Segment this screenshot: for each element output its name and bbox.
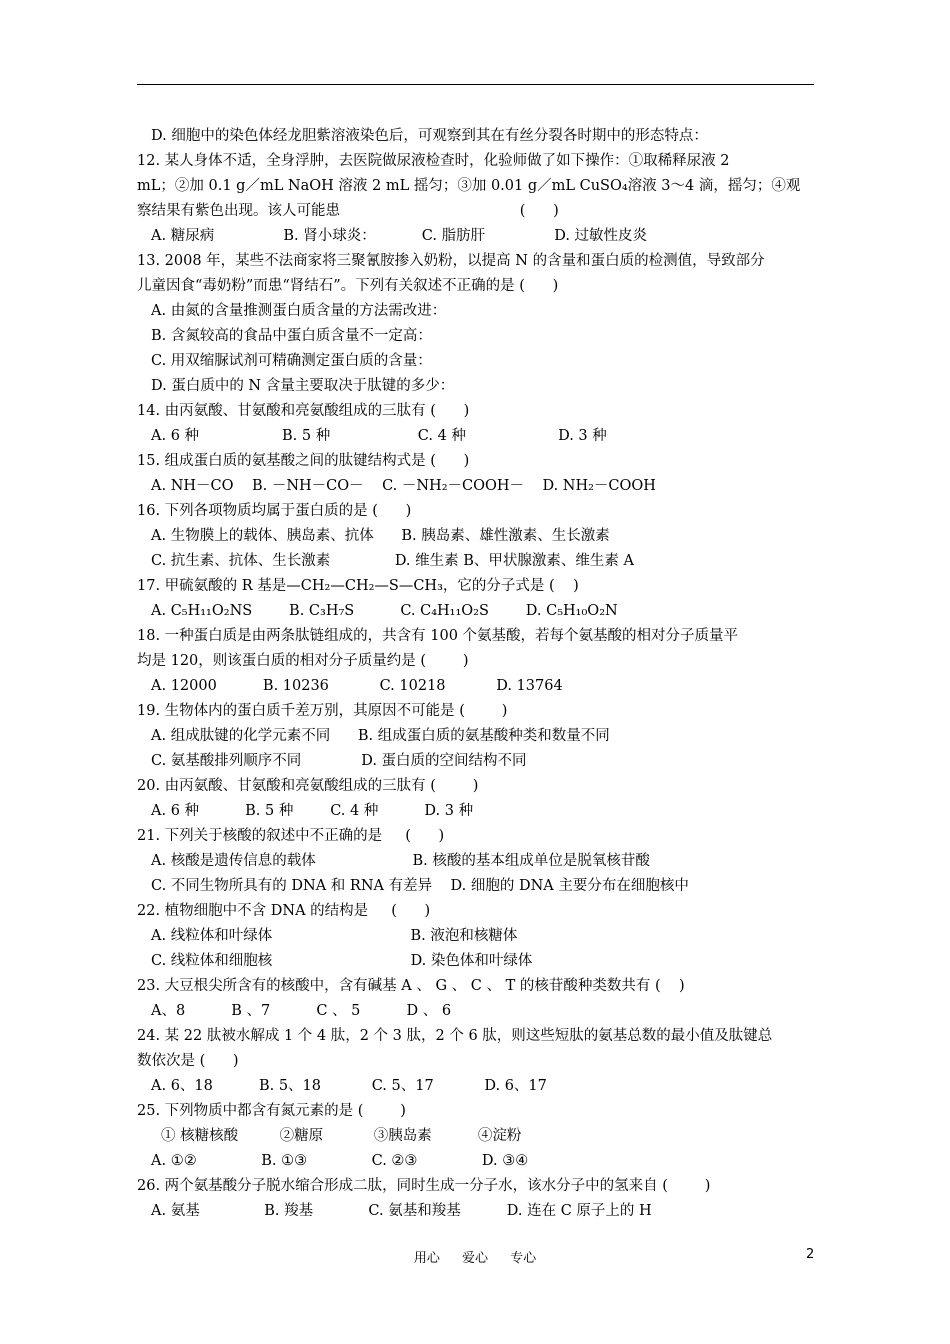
header-rule	[137, 84, 814, 85]
question-20-stem: 20. 由丙氨酸、甘氨酸和亮氨酸组成的三肽有 ( )	[137, 778, 479, 794]
question-13-stem: 儿童因食“毒奶粉”而患“肾结石”。下列有关叙述不正确的是 ( )	[137, 278, 559, 294]
question-25-options: A. ①② B. ①③ C. ②③ D. ③④	[151, 1153, 529, 1169]
question-12-options: A. 糖尿病 B. 肾小球炎： C. 脂肪肝 D. 过敏性皮炎	[151, 228, 648, 244]
question-22-options: A. 线粒体和叶绿体 B. 液泡和核糖体	[151, 928, 518, 944]
page-footer	[0, 1247, 950, 1267]
question-17-options: A. C₅H₁₁O₂NS B. C₃H₇S C. C₄H₁₁O₂S D. C₅H₁₀O₂N	[151, 603, 618, 619]
question-20-options: A. 6 种 B. 5 种 C. 4 种 D. 3 种	[151, 803, 474, 819]
question-18-stem: 18. 一种蛋白质是由两条肽链组成的，共含有 100 个氨基酸，若每个氨基酸的相对分子质量平	[137, 628, 739, 644]
question-16-stem: 16. 下列各项物质均属于蛋白质的是 ( )	[137, 503, 412, 519]
question-26-options: A. 氨基 B. 羧基 C. 氨基和羧基 D. 连在 C 原子上的 H	[151, 1203, 652, 1219]
question-16-options: C. 抗生素、抗体、生长激素 D. 维生素 B、甲状腺激素、维生素 A	[151, 553, 634, 569]
question-22-stem: 22. 植物细胞中不含 DNA 的结构是 ( )	[137, 903, 431, 919]
question-18-options: A. 12000 B. 10236 C. 10218 D. 13764	[151, 678, 563, 694]
question-14-stem: 14. 由丙氨酸、甘氨酸和亮氨酸组成的三肽有 ( )	[137, 403, 470, 419]
question-12-stem: 12. 某人身体不适，全身浮肿，去医院做尿液检查时，化验师做了如下操作：①取稀释尿液 2	[137, 153, 730, 169]
question-19-stem: 19. 生物体内的蛋白质千差万别，其原因不可能是 ( )	[137, 703, 508, 719]
question-15-stem: 15. 组成蛋白质的氨基酸之间的肽键结构式是 ( )	[137, 453, 470, 469]
question-21-stem: 21. 下列关于核酸的叙述中不正确的是 ( )	[137, 828, 445, 844]
question-19-options: A. 组成肽键的化学元素不同 B. 组成蛋白质的氨基酸种类和数量不同	[151, 728, 610, 744]
question-21-options: C. 不同生物所具有的 DNA 和 RNA 有差异 D. 细胞的 DNA 主要分布在细胞核中	[151, 878, 689, 894]
question-13-option-a: A. 由氮的含量推测蛋白质含量的方法需改进：	[151, 303, 447, 319]
question-12-stem: mL；②加 0.1 g／mL NaOH 溶液 2 mL 摇匀；③加 0.01 g／mL CuSO₄溶液 3～4 滴，摇匀；④观	[137, 178, 801, 194]
question-25-stem: 25. 下列物质中都含有氮元素的是 ( )	[137, 1103, 406, 1119]
question-24-options: A. 6、18 B. 5、18 C. 5、17 D. 6、17	[151, 1078, 547, 1094]
question-26-stem: 26. 两个氨基酸分子脱水缩合形成二肽，同时生成一分子水，该水分子中的氢来自 ( )	[137, 1178, 711, 1194]
question-24-stem: 数依次是 ( )	[137, 1053, 239, 1069]
question-13-option-d: D. 蛋白质中的 N 含量主要取决于肽键的多少：	[151, 378, 455, 394]
question-17-stem: 17. 甲硫氨酸的 R 基是—CH₂—CH₂—S—CH₃，它的分子式是 ( )	[137, 578, 579, 594]
question-23-options: A、8 B 、7 C 、 5 D 、 6	[151, 1003, 452, 1019]
document-body	[137, 124, 817, 1224]
question-13-option-b: B. 含氮较高的食品中蛋白质含量不一定高：	[151, 328, 432, 344]
question-14-options: A. 6 种 B. 5 种 C. 4 种 D. 3 种	[151, 428, 607, 444]
question-13-option-c: C. 用双缩脲试剂可精确测定蛋白质的含量：	[151, 353, 432, 369]
question-11-option-d: D. 细胞中的染色体经龙胆紫溶液染色后，可观察到其在有丝分裂各时期中的形态特点：	[151, 128, 708, 144]
question-16-options: A. 生物膜上的载体、胰岛素、抗体 B. 胰岛素、雄性激素、生长激素	[151, 528, 610, 544]
question-21-options: A. 核酸是遗传信息的载体 B. 核酸的基本组成单位是脱氧核苷酸	[151, 853, 650, 869]
question-18-stem: 均是 120，则该蛋白质的相对分子质量约是 ( )	[137, 653, 469, 669]
question-23-stem: 23. 大豆根尖所含有的核酸中，含有碱基 A 、 G 、 C 、 T 的核苷酸种类数共有 ( )	[137, 978, 685, 994]
question-25-items: ① 核糖核酸 ②糖原 ③胰岛素 ④淀粉	[161, 1128, 522, 1144]
question-22-options: C. 线粒体和细胞核 D. 染色体和叶绿体	[151, 953, 533, 969]
footer-text: 用心 爱心 专心	[413, 1251, 537, 1266]
question-15-options: A. NH－CO B. －NH－CO－ C. －NH₂－COOH－ D. NH₂－COOH	[151, 478, 656, 494]
question-12-stem: 察结果有紫色出现。该人可能患 ( )	[137, 203, 559, 219]
question-13-stem: 13. 2008 年，某些不法商家将三聚氰胺掺入奶粉，以提高 N 的含量和蛋白质的检测值，导致部分	[137, 253, 765, 269]
page-number: 2	[806, 1247, 815, 1262]
question-19-options: C. 氨基酸排列顺序不同 D. 蛋白质的空间结构不同	[151, 753, 527, 769]
question-24-stem: 24. 某 22 肽被水解成 1 个 4 肽，2 个 3 肽，2 个 6 肽，则这些短肽的氨基总数的最小值及肽键总	[137, 1028, 773, 1044]
